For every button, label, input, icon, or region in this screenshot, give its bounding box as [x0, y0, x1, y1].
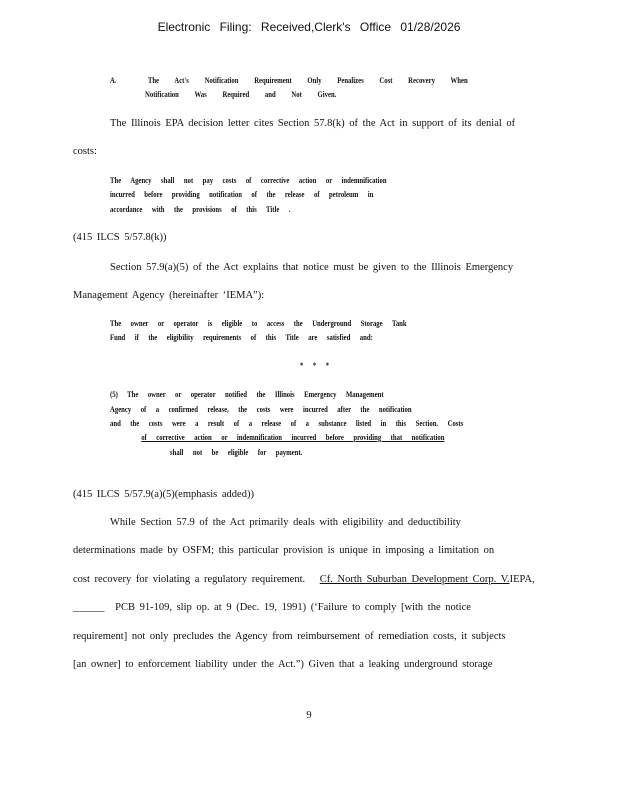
case-citation-link: Cf. North Suburban Development Corp. V. — [319, 574, 510, 585]
filing-stamp-header: Electronic Filing: Received,Clerk's Office 01/28/2026 — [157, 20, 461, 34]
paragraph-1-line-2: costs: — [73, 146, 97, 157]
paragraph-3-line-3-end: IEPA, — [509, 574, 535, 585]
blank-underline: ______ — [73, 602, 105, 613]
paragraph-3-line-2: determinations made by OSFM; this particular provision is unique in imposing a limitation on — [73, 545, 495, 556]
block-quote-3-line-3: and the costs were a result of a release of a substance listed in this Section. Costs — [110, 418, 464, 428]
page-number: 9 — [306, 710, 312, 721]
block-quote-1-line-2: incurred before providing notification of the release of petroleum in — [110, 189, 374, 199]
ellipsis-asterisks: * * * — [300, 360, 330, 370]
block-quote-3-line-4-text: of corrective action or indemnification incurred before providing that notification — [141, 432, 445, 442]
paragraph-3-line-1: While Section 57.9 of the Act primarily deals with eligibility and deductibility — [110, 517, 461, 528]
paragraph-2-line-2: Management Agency (hereinafter ‘IEMA”): — [73, 290, 265, 301]
block-quote-1-line-1: The Agency shall not pay costs of corrective action or indemnification — [110, 175, 387, 185]
block-quote-3-line-2: Agency of a confirmed release, the costs were incurred after the notification — [110, 404, 412, 414]
block-quote-3-line-4 — [110, 432, 444, 442]
paragraph-3-line-4 — [73, 602, 471, 613]
paragraph-3-line-3-text: cost recovery for violating a regulatory requirement. — [73, 574, 306, 585]
block-quote-1-line-3: accordance with the provisions of this Title . — [110, 204, 291, 214]
block-quote-3-line-5: shall not be eligible for payment. — [170, 447, 303, 457]
paragraph-1-line-1: The Illinois EPA decision letter cites Section 57.8(k) of the Act in support of its denial of — [110, 118, 516, 129]
paragraph-3-line-5: requirement] not only precludes the Agency from reimbursement of remediation costs, it subjects — [73, 631, 506, 642]
section-title-line-2: Notification Was Required and Not Given. — [145, 89, 337, 99]
section-title-line-1: The Act's Notification Requirement Only Penalizes Cost Recovery When — [147, 75, 468, 85]
section-heading-line-1 — [110, 75, 468, 85]
paragraph-2-line-1: Section 57.9(a)(5) of the Act explains that notice must be given to the Illinois Emergency — [110, 262, 514, 273]
block-quote-3-line-1: (5) The owner or operator notified the Illinois Emergency Management — [110, 389, 384, 399]
paragraph-3-line-6: [an owner] to enforcement liability under the Act.”) Given that a leaking underground storage — [73, 659, 493, 670]
paragraph-3-line-3 — [73, 574, 535, 585]
block-quote-2-line-1: The owner or operator is eligible to access the Underground Storage Tank — [110, 318, 407, 328]
section-label: A. — [110, 75, 117, 85]
block-quote-2-line-2: Fund if the eligibility requirements of this Title are satisfied and: — [110, 332, 373, 342]
citation-1: (415 ILCS 5/57.8(k)) — [73, 232, 167, 243]
paragraph-3-line-4-text: PCB 91-109, slip op. at 9 (Dec. 19, 1991) (‘Failure to comply [with the notice — [115, 602, 471, 613]
citation-2: (415 ILCS 5/57.9(a)(5)(emphasis added)) — [73, 489, 254, 500]
